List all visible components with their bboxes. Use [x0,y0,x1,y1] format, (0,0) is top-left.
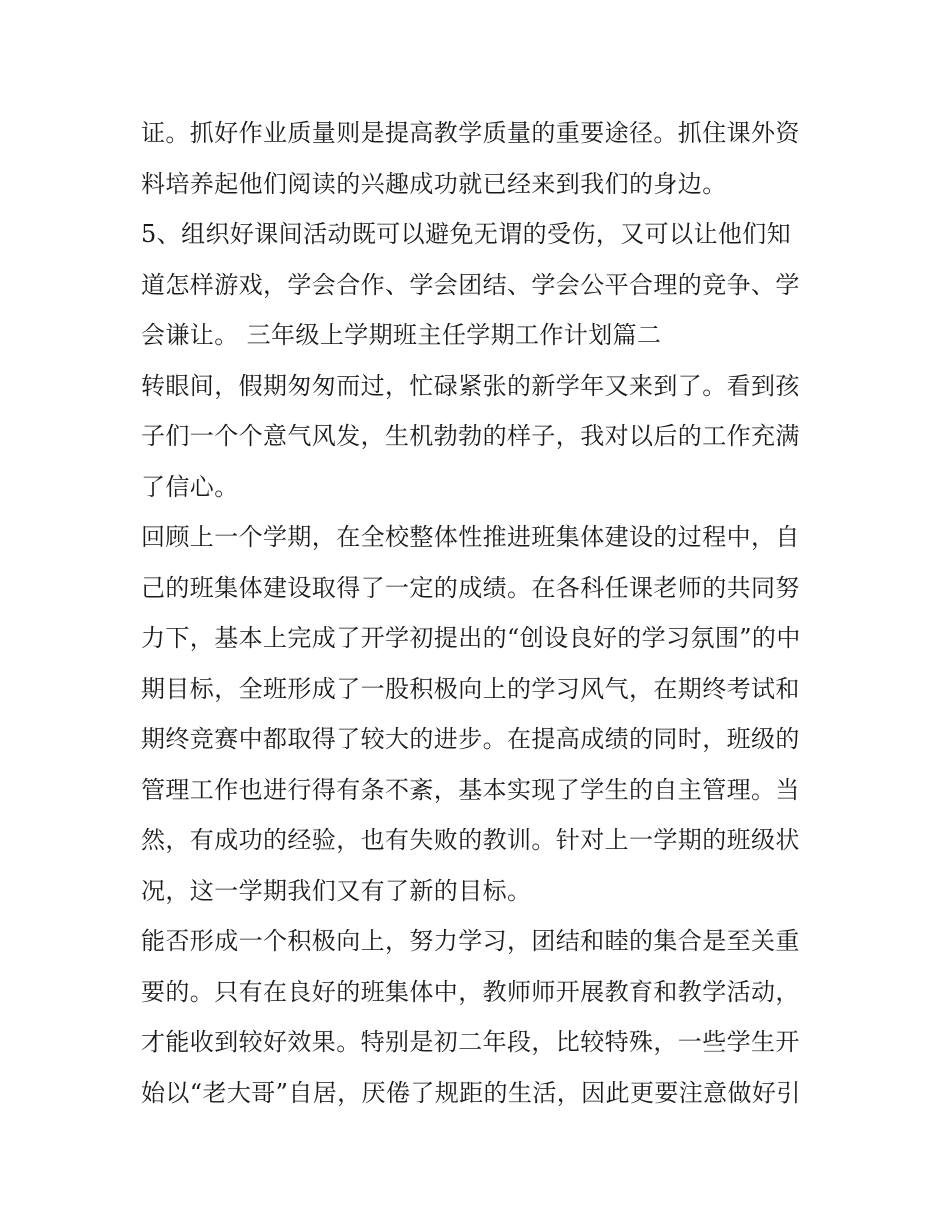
text-line: 转眼间，假期匆匆而过，忙碌紧张的新学年又来到了。看到孩 [141,371,800,400]
text-line: 然，有成功的经验，也有失败的教训。针对上一学期的班级状 [141,826,800,854]
text-line: 能否形成一个积极向上，努力学习，团结和睦的集合是至关重 [141,927,800,955]
text-line: 况，这一学期我们又有了新的目标。 [141,876,532,905]
text-line: 才能收到较好效果。特别是初二年段，比较特殊，一些学生开 [141,1028,800,1056]
text-line: 子们一个个意气风发，生机勃勃的样子，我对以后的工作充满 [141,422,800,450]
text-line: 力下，基本上完成了开学初提出的“创设良好的学习氛围”的中 [141,624,801,652]
text-line: 5、组织好课间活动既可以避免无谓的受伤，又可以让他们知 [141,220,792,248]
text-line: 会谦让。 三年级上学期班主任学期工作计划篇二 [141,321,662,349]
text-line: 期目标，全班形成了一股积极向上的学习风气，在期终考试和 [141,674,800,703]
text-line: 己的班集体建设取得了一定的成绩。在各科任课老师的共同努 [141,573,800,602]
document-body [141,108,821,1118]
text-line: 道怎样游戏，学会合作、学会团结、学会公平合理的竞争、学 [141,270,800,299]
text-line: 料培养起他们阅读的兴趣成功就已经来到我们的身边。 [141,169,727,198]
text-line: 了信心。 [141,472,239,501]
text-line: 始以“老大哥”自居，厌倦了规距的生活，因此更要注意做好引 [141,1078,801,1107]
text-line: 回顾上一个学期，在全校整体性推进班集体建设的过程中，自 [141,523,800,551]
text-line: 要的。只有在良好的班集体中，教师师开展教育和教学活动， [141,977,800,1006]
text-line: 证。抓好作业质量则是提高教学质量的重要途径。抓住课外资 [141,119,800,147]
text-line: 管理工作也进行得有条不紊，基本实现了学生的自主管理。当 [141,775,800,804]
text-line: 期终竞赛中都取得了较大的进步。在提高成绩的同时，班级的 [141,725,800,753]
